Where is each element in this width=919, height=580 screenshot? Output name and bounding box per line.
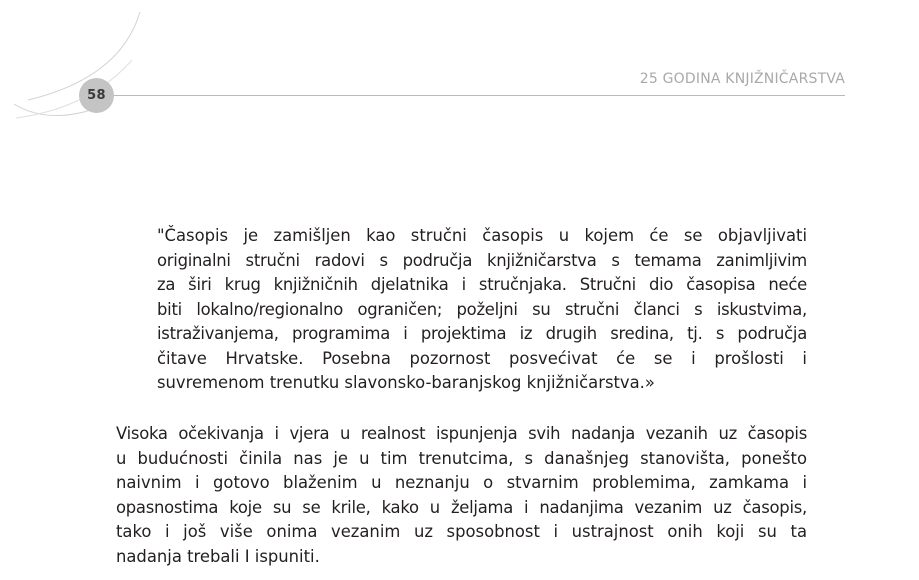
body-line: nadanja trebali I ispuniti. bbox=[116, 546, 320, 566]
body-line: Visoka očekivanja i vjera u realnost ispunjenja svih nadanja vezanih uz časopis bbox=[116, 424, 807, 443]
quote-line: "Časopis je zamišljen kao stručni časopis u kojem će se objavljivati bbox=[157, 226, 807, 245]
arc-line-outer bbox=[16, 60, 132, 118]
quote-line: originalni stručni radovi s područja knjižničarstva s temama zanimljivim bbox=[157, 250, 807, 270]
body-paragraph bbox=[116, 422, 807, 569]
body-line: u budućnosti činila nas je u tim trenutcima, s današnjeg stanovišta, ponešto bbox=[116, 448, 807, 468]
quote-line: biti lokalno/regionalno ograničen; poželjni su stručni članci s iskustvima, bbox=[157, 299, 807, 319]
quote-line: istraživanjema, programima i projektima iz drugih sredina, tj. s područja bbox=[157, 324, 807, 343]
quote-line: čitave Hrvatske. Posebna pozornost posvećivat će se i prošlosti i bbox=[157, 348, 807, 368]
header-rule bbox=[112, 95, 845, 96]
body-line: opasnostima koje su se krile, kako u željama i nadanjima vezanim uz časopis, bbox=[116, 497, 807, 517]
page-number-badge: 58 bbox=[79, 78, 114, 113]
body-line: naivnim i gotovo blaženim u neznanju o stvarnim problemima, zamkama i bbox=[116, 473, 807, 492]
decorative-arcs bbox=[0, 0, 919, 140]
quote-line: za širi krug knjižničnih djelatnika i stručnjaka. Stručni dio časopisa neće bbox=[157, 275, 807, 294]
running-title: 25 GODINA KNJIŽNIČARSTVA bbox=[639, 71, 845, 87]
body-line: tako i još više onima vezanim uz sposobnost i ustrajnost onih koji su ta bbox=[116, 522, 807, 541]
quote-line: suvremenom trenutku slavonsko-baranjskog knjižničarstva.» bbox=[157, 373, 655, 392]
block-quote bbox=[157, 224, 807, 396]
